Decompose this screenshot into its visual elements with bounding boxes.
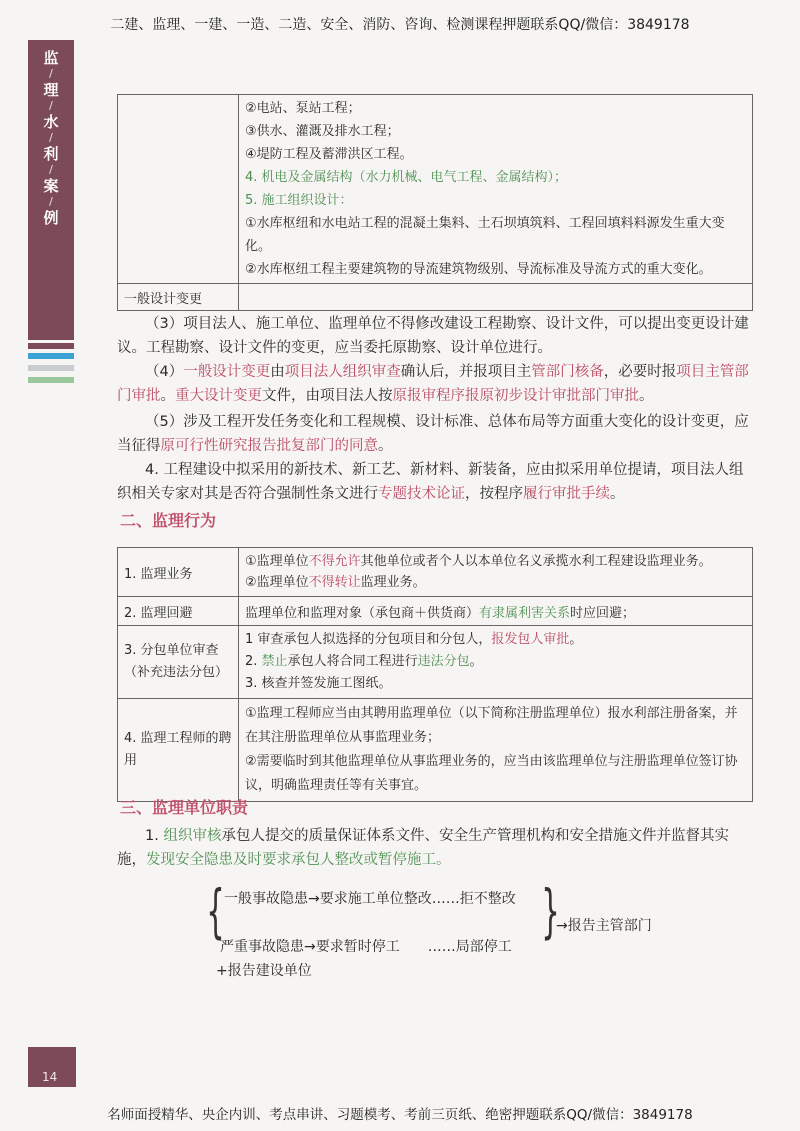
section-heading-3: 三、监理单位职责 bbox=[120, 798, 249, 817]
table-cell-label: 3. 分包单位审查（补充违法分包） bbox=[118, 626, 239, 699]
section-heading-2: 二、监理行为 bbox=[120, 511, 217, 530]
flow-line-report: +报告建设单位 bbox=[216, 963, 312, 979]
table-cell-content: ①监理单位不得允许其他单位或者个人以本单位名义承揽水利工程建设监理业务。 ②监理单位不得转让监理业务。 bbox=[239, 548, 753, 597]
sidebar-stripe bbox=[28, 353, 74, 359]
table-cell-label: 1. 监理业务 bbox=[118, 548, 239, 597]
table-cell-content: ①监理工程师应当由其聘用监理单位（以下简称注册监理单位）报水利部注册备案，并在其注册监理单位从事监理业务； ②需要临时到其他监理单位从事监理业务的，应当由该监理单位与注册监理单位签订协议，明确监理责任等有关事宜。 bbox=[239, 699, 753, 802]
right-brace: } bbox=[541, 877, 560, 945]
table-cell-empty bbox=[118, 95, 239, 284]
table-cell-label: 一般设计变更 bbox=[118, 284, 239, 311]
page-number-tab bbox=[28, 1047, 76, 1087]
page-footer: 名师面授精华、央企内训、考点串讲、习题模考、考前三页纸、绝密押题联系QQ/微信：3849178 bbox=[107, 1107, 693, 1123]
sidebar-stripe bbox=[28, 343, 74, 349]
table-cell-label: 4. 监理工程师的聘用 bbox=[118, 699, 239, 802]
table-cell-major-change-list: ②电站、泵站工程； ③供水、灌溉及排水工程； ④堤防工程及蓄滞洪区工程。 4. 机电及金属结构（水力机械、电气工程、金属结构）； 5. 施工组织设计： ①水库枢纽和水电站工程的混凝土集料、土石坝填筑料、工程回填料料源发生重大变化。 ②水库枢纽工程主要建筑物的导流建筑物级别、导流标准及导流方式的重大变化。 bbox=[239, 95, 753, 284]
flow-line-general: 一般事故隐患→要求施工单位整改……拒不整改 bbox=[224, 891, 516, 907]
flow-line-serious: 严重事故隐患→要求暂时停工 ……局部停工 bbox=[220, 939, 512, 955]
paragraph-6: 4. 工程建设中拟采用的新技术、新工艺、新材料、新装备，应由拟采用单位提请，项目法人组织相关专家对其是否符合强制性条文进行专题技术论证，按程序履行审批手续。 bbox=[117, 462, 744, 502]
paragraph-3: （3）项目法人、施工单位、监理单位不得修改建设工程勘察、设计文件，可以提出变更设计建议。工程勘察、设计文件的变更，应当委托原勘察、设计单位进行。 bbox=[117, 316, 749, 356]
sidebar-stripe bbox=[28, 377, 74, 383]
paragraph-7: 1. 组织审核承包人提交的质量保证体系文件、安全生产管理机构和安全措施文件并监督其实施，发现安全隐患及时要求承包人整改或暂停施工。 bbox=[117, 828, 729, 868]
table-cell-content: 1 审查承包人拟选择的分包项目和分包人，报发包人审批。 2. 禁止承包人将合同工程进行违法分包。 3. 核查并签发施工图纸。 bbox=[239, 626, 753, 699]
flow-result: →报告主管部门 bbox=[556, 918, 652, 934]
sidebar-tab bbox=[28, 40, 74, 340]
table-cell-content: 监理单位和监理对象（承包商＋供货商）有隶属利害关系时应回避； bbox=[239, 597, 753, 626]
paragraph-4: （4）一般设计变更由项目法人组织审查确认后，并报项目主管部门核备，必要时报项目主管部门审批。重大设计变更文件，由项目法人按原报审程序报原初步设计审批部门审批。 bbox=[117, 364, 749, 404]
sidebar-stripe bbox=[28, 365, 74, 371]
page-header: 二建、监理、一建、一造、二造、安全、消防、咨询、检测课程押题联系QQ/微信：3849178 bbox=[110, 17, 690, 33]
supervision-behavior-table bbox=[117, 547, 753, 802]
table-cell-empty bbox=[239, 284, 753, 311]
paragraph-5: （5）涉及工程开发任务变化和工程规模、设计标准、总体布局等方面重大变化的设计变更，应当征得原可行性研究报告批复部门的同意。 bbox=[117, 414, 749, 454]
table-cell-label: 2. 监理回避 bbox=[118, 597, 239, 626]
page-number: 14 bbox=[42, 1070, 58, 1084]
sidebar-title: 监 / 理 / 水 / 利 / 案 / 例 bbox=[43, 49, 59, 227]
design-change-table bbox=[117, 94, 753, 311]
left-brace: { bbox=[206, 877, 225, 945]
